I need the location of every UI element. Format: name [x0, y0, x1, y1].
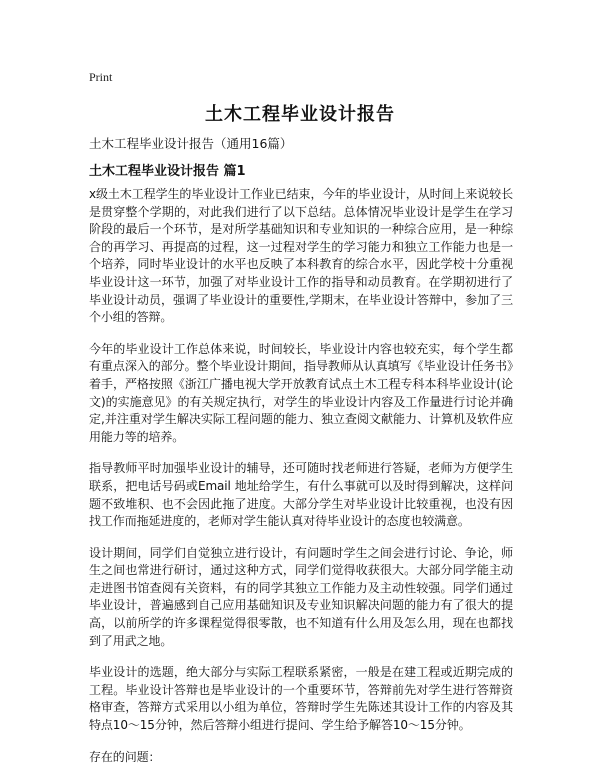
document-body [89, 186, 513, 780]
document-subtitle: 土木工程毕业设计报告（通用16篇） [89, 136, 293, 151]
page-title: 土木工程毕业设计报告 [205, 104, 395, 125]
paragraph: 毕业设计的选题，绝大部分与实际工程联系紧密，一般是在建工程或近期完成的工程。毕业设计答辩也是毕业设计的一个重要环节，答辩前先对学生进行答辩资格审查，答辩方式采用以小组为单位，答辩时学生先陈述其设计工作的内容及其特点10～15分钟，然后答辩小组进行提问、学生给予解答10～15分钟。 [89, 665, 513, 733]
paragraph: x级土木工程学生的毕业设计工作业已结束，今年的毕业设计，从时间上来说较长是贯穿整个学期的，对此我们进行了以下总结。总体情况毕业设计是学生在学习阶段的最后一个环节，是对所学基础知识和专业知识的一种综合应用，是一种综合的再学习、再提高的过程，这一过程对学生的学习能力和独立工作能力也是一个培养，同时毕业设计的水平也反映了本科教育的综合水平，因此学校十分重视毕业设计这一环节，加强了对毕业设计工作的指导和动员教育。在学期初进行了毕业设计动员，强调了毕业设计的重要性,学期末，在毕业设计答辩中，参加了三个小组的答辩。 [89, 187, 513, 325]
paragraph: 存在的问题： [89, 749, 161, 764]
paragraph: 今年的毕业设计工作总体来说，时间较长，毕业设计内容也较充实，每个学生都有重点深入的部分。整个毕业设计期间，指导教师从认真填写《毕业设计任务书》着手，严格按照《浙江广播电视大学开放教育试点土木工程专科本科毕业设计(论文)的实施意见》的有关规定执行，对学生的毕业设计内容及工作量进行讨论并确定,并注重对学生解决实际工程问题的能力、独立查阅文献能力、计算机及软件应用能力等的培养。 [89, 341, 513, 444]
paragraph: 指导教师平时加强毕业设计的辅导，还可随时找老师进行答疑，老师为方便学生联系，把电话号码或Email 地址给学生，有什么事就可以及时得到解决，这样问题不致堆积、也不会因此拖了进度。大部分学生对毕业设计比较重视，也没有因找工作而拖延进度的，老师对学生能认真对待毕业设计的态度也较满意。 [89, 461, 513, 529]
paragraph: 设计期间，同学们自觉独立进行设计，有问题时学生之间会进行讨论、争论，师生之间也常进行研讨，通过这种方式，同学们觉得收获很大。大部分同学能主动走进图书馆查阅有关资料，有的同学其独立工作能力及主动性较强。同学们通过毕业设计，普遍感到自己应用基础知识及专业知识解决问题的能力有了很大的提高，以前所学的许多课程觉得很零散，也不知道有什么用及怎么用，现在也都找到了用武之地。 [89, 545, 513, 648]
section-heading: 土木工程毕业设计报告 篇1 [89, 164, 246, 179]
print-link[interactable]: Print [89, 70, 113, 84]
